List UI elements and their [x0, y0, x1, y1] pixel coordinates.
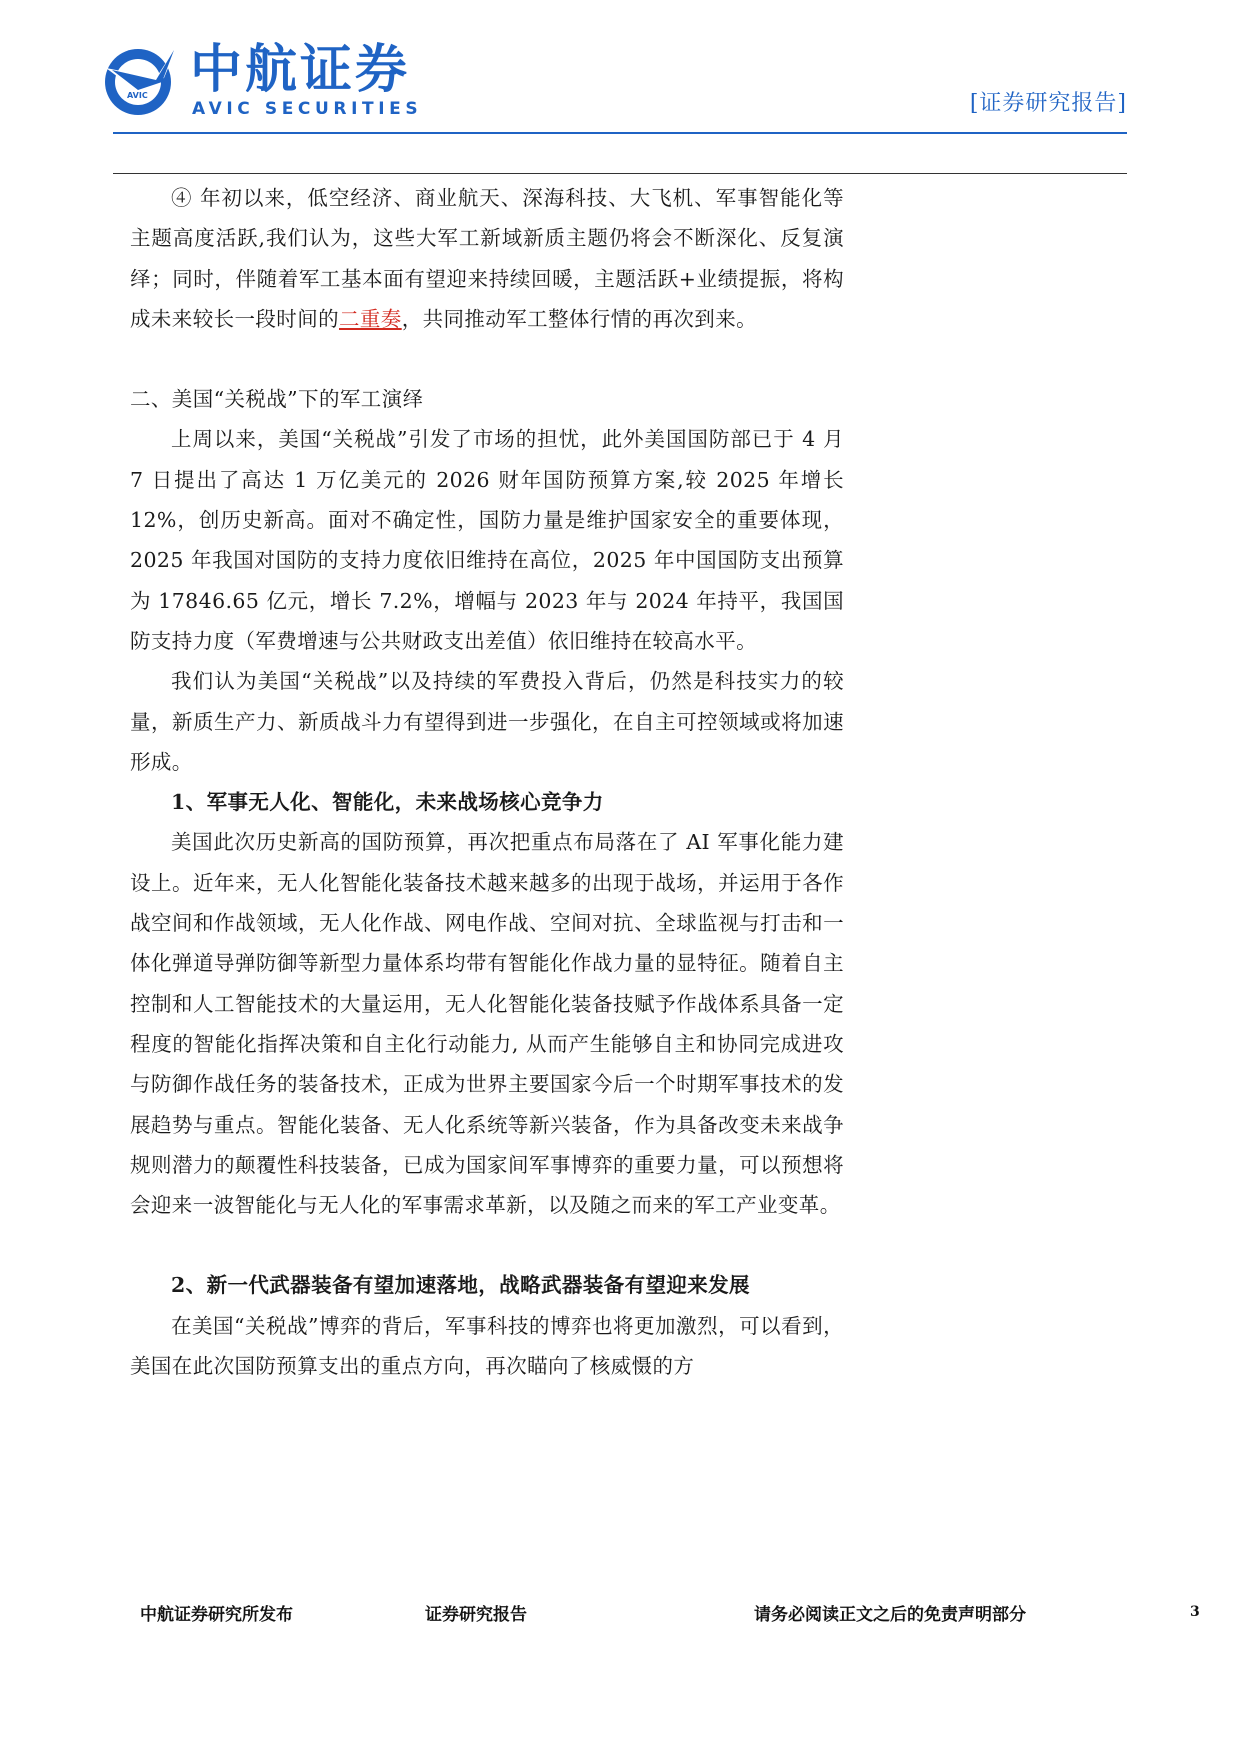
subheading-unmanned-intelligent: 1、军事无人化、智能化，未来战场核心竞争力	[171, 790, 604, 815]
spacer	[130, 1225, 844, 1265]
report-body	[130, 178, 844, 1386]
page-footer	[0, 1600, 1240, 1640]
brand-name-cn: 中航证券	[190, 40, 411, 100]
page-header	[0, 0, 1240, 180]
page-number: 3	[1190, 1604, 1200, 1620]
avic-logo-icon	[98, 38, 182, 118]
content-top-rule	[113, 173, 1127, 174]
logo-text: AVIC	[127, 91, 148, 100]
highlight-duet: 二重奏	[339, 306, 402, 331]
report-type-tag: [证券研究报告]	[969, 91, 1127, 116]
subheading-new-weapons: 2、新一代武器装备有望加速落地，战略武器装备有望迎来发展	[171, 1273, 750, 1298]
paragraph-ai-military: 美国此次历史新高的国防预算，再次把重点布局落在了 AI 军事化能力建设上。近年来，无人化智能化装备技术越来越多的出现于战场，并运用于各作战空间和作战领域，无人化作战、网电作战、空间对抗、全球监视与打击和一体化弹道导弹防御等新型力量体系均带有智能化作战力量的显特征。随着自主控制和人工智能技术的大量运用，无人化智能化装备技赋予作战体系具备一定程度的智能化指挥决策和自主化行动能力, 从而产生能够自主和协同完成进攻与防御作战任务的装备技术，正成为世界主要国家今后一个时期军事技术的发展趋势与重点。智能化装备、无人化系统等新兴装备，作为具备改变未来战争规则潜力的颠覆性科技装备，已成为国家间军事博弈的重要力量，可以预想将会迎来一波智能化与无人化的军事需求革新，以及随之而来的军工产业变革。	[130, 830, 844, 1218]
paragraph-tech-competition: 我们认为美国“关税战”以及持续的军费投入背后，仍然是科技实力的较量，新质生产力、新质战斗力有望得到进一步强化，在自主可控领域或将加速形成。	[130, 669, 844, 774]
header-divider	[113, 132, 1127, 134]
footer-report-type: 证券研究报告	[425, 1605, 527, 1625]
footer-publisher: 中航证券研究所发布	[140, 1605, 293, 1625]
brand-name-en: AVIC SECURITIES	[192, 99, 423, 119]
paragraph-theme-outlook	[130, 178, 844, 339]
spacer	[130, 339, 844, 379]
paragraph-nuclear-deterrence: 在美国“关税战”博弈的背后，军事科技的博弈也将更加激烈，可以看到，美国在此次国防预算支出的重点方向，再次瞄向了核威慑的方	[130, 1313, 844, 1379]
paragraph-text-tail: ，共同推动军工整体行情的再次到来。	[401, 306, 758, 331]
footer-disclaimer-note: 请务必阅读正文之后的免责声明部分	[754, 1605, 1026, 1625]
paragraph-text: ④ 年初以来，低空经济、商业航天、深海科技、大飞机、军事智能化等主题高度活跃,我们认为，这些大军工新域新质主题仍将会不断深化、反复演绎；同时，伴随着军工基本面有望迎来持续回暖，主题活跃+业绩提振，将构成未来较长一段时间的	[130, 186, 844, 331]
section-heading-tariff: 二、美国“关税战”下的军工演绎	[130, 387, 424, 412]
paragraph-defense-budget: 上周以来，美国“关税战”引发了市场的担忧，此外美国国防部已于 4 月 7 日提出了高达 1 万亿美元的 2026 财年国防预算方案,较 2025 年增长 12%，创历史新高。面对不确定性，国防力量是维护国家安全的重要体现，2025 年我国对国防的支持力度依旧维持在高位，2025 年中国国防支出预算为 17846.65 亿元，增长 7.2%，增幅与 2023 年与 2024 年持平，我国国防支持力度（军费增速与公共财政支出差值）依旧维持在较高水平。	[130, 427, 844, 653]
